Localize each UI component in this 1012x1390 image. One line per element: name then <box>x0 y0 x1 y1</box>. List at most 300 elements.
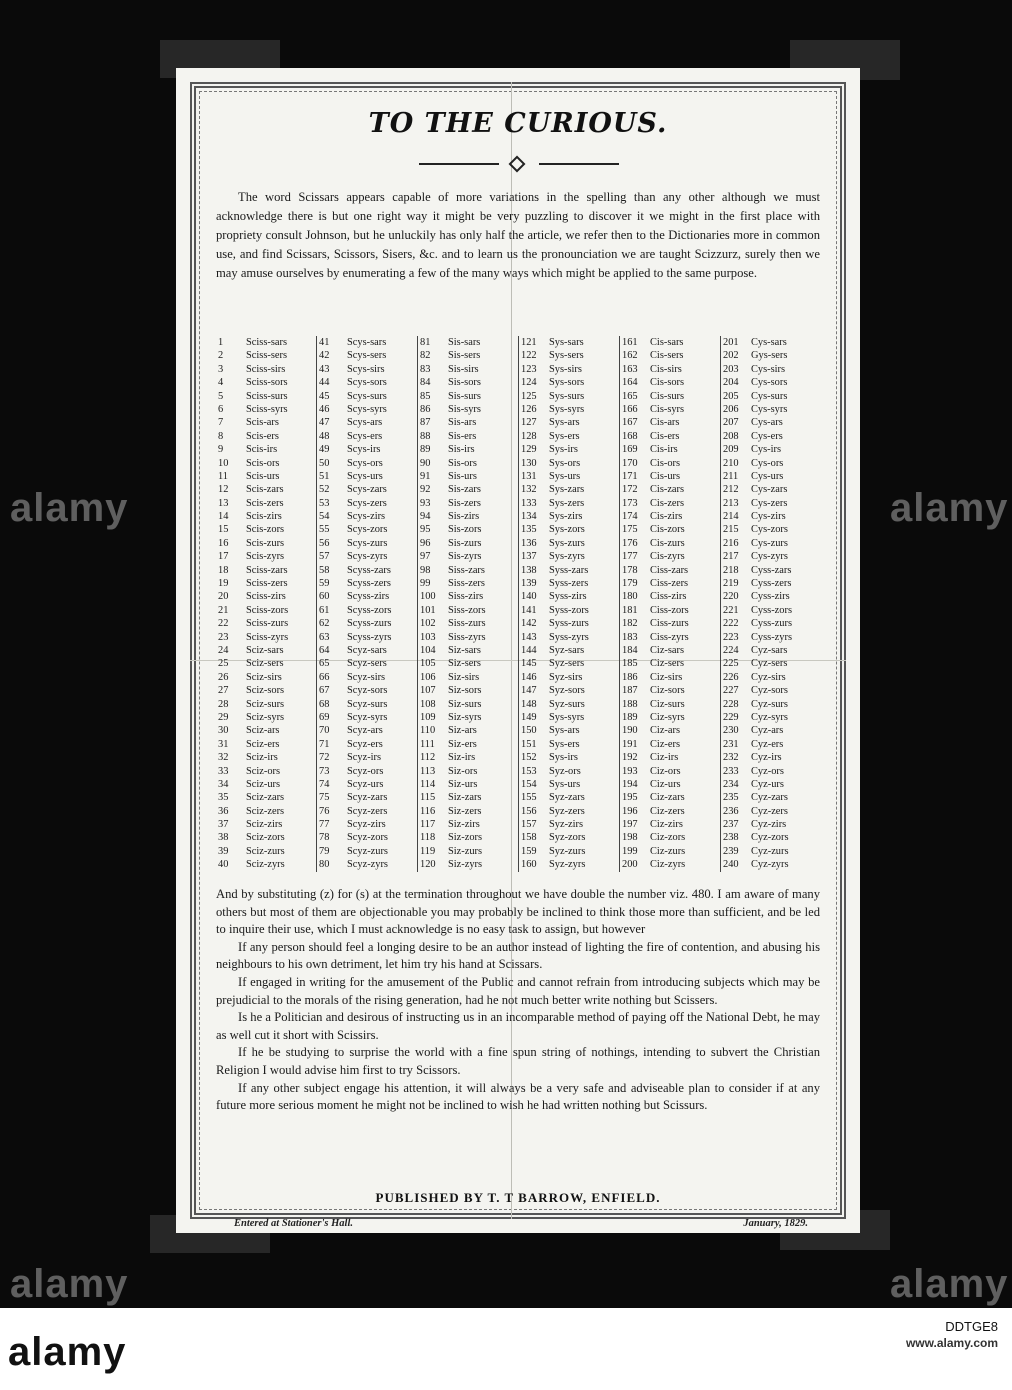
row-number: 229 <box>723 711 739 723</box>
table-column <box>418 336 519 872</box>
table-row <box>420 631 518 644</box>
spelling-variant: Sciss-sirs <box>246 363 286 375</box>
table-row <box>622 497 720 510</box>
row-number: 105 <box>420 658 436 670</box>
spelling-variant: Cis-zors <box>650 524 685 536</box>
table-row <box>723 631 822 644</box>
spelling-variant: Sis-syrs <box>448 403 481 415</box>
row-number: 134 <box>521 511 537 523</box>
table-row <box>218 831 316 844</box>
row-number: 156 <box>521 805 537 817</box>
spelling-variant: Sys-urs <box>549 778 581 790</box>
spelling-variant: Sys-ers <box>549 430 580 442</box>
spelling-variant: Sis-zors <box>448 524 482 536</box>
row-number: 110 <box>420 725 436 737</box>
table-row <box>622 577 720 590</box>
row-number: 213 <box>723 497 739 509</box>
spelling-variant: Syz-zars <box>549 792 585 804</box>
table-row <box>723 818 822 831</box>
row-number: 166 <box>622 403 638 415</box>
table-row <box>420 416 518 429</box>
row-number: 123 <box>521 363 537 375</box>
row-number: 16 <box>218 537 229 549</box>
table-row <box>521 671 619 684</box>
table-row <box>218 483 316 496</box>
spelling-variant: Scys-zyrs <box>347 551 388 563</box>
table-row <box>521 644 619 657</box>
table-row <box>420 805 518 818</box>
spelling-variant: Cyz-zors <box>751 832 789 844</box>
spelling-variant: Sys-zers <box>549 497 585 509</box>
row-number: 54 <box>319 511 330 523</box>
table-row <box>622 698 720 711</box>
table-row <box>218 698 316 711</box>
row-number: 119 <box>420 845 436 857</box>
spelling-variant: Sys-zirs <box>549 511 583 523</box>
spelling-variant: Sciz-sers <box>246 658 284 670</box>
spelling-variant: Sis-ors <box>448 457 477 469</box>
spelling-variant: Siz-surs <box>448 698 482 710</box>
row-number: 225 <box>723 658 739 670</box>
table-row <box>521 390 619 403</box>
row-number: 198 <box>622 832 638 844</box>
row-number: 223 <box>723 631 739 643</box>
row-number: 100 <box>420 591 436 603</box>
row-number: 79 <box>319 845 330 857</box>
spelling-variant: Cis-sors <box>650 377 685 389</box>
row-number: 62 <box>319 618 330 630</box>
spelling-variant: Scyz-zors <box>347 832 388 844</box>
spelling-variant: Ciz-zirs <box>650 819 683 831</box>
row-number: 214 <box>723 511 739 523</box>
row-number: 152 <box>521 752 537 764</box>
table-row <box>420 550 518 563</box>
table-row <box>420 765 518 778</box>
spelling-variant: Ciz-zyrs <box>650 859 686 871</box>
spelling-variant: Sciz-irs <box>246 752 278 764</box>
row-number: 50 <box>319 457 330 469</box>
row-number: 89 <box>420 444 431 456</box>
table-row <box>622 631 720 644</box>
row-number: 113 <box>420 765 436 777</box>
spelling-variant: Sys-irs <box>549 444 578 456</box>
table-row <box>723 724 822 737</box>
table-row <box>420 751 518 764</box>
table-row <box>319 805 417 818</box>
row-number: 80 <box>319 859 330 871</box>
table-row <box>319 550 417 563</box>
row-number: 10 <box>218 457 229 469</box>
row-number: 56 <box>319 537 330 549</box>
watermark-logo-bottom-right: alamy <box>890 1262 1009 1306</box>
closing-paragraphs <box>216 886 820 1115</box>
spelling-variant: Scys-zers <box>347 497 387 509</box>
row-number: 132 <box>521 484 537 496</box>
table-row <box>723 577 822 590</box>
spelling-variant: Scyz-sars <box>347 644 387 656</box>
table-row <box>723 791 822 804</box>
table-row <box>420 510 518 523</box>
spelling-variant: Scis-ers <box>246 430 279 442</box>
table-row <box>218 778 316 791</box>
row-number: 77 <box>319 819 330 831</box>
spelling-variant: Sis-ers <box>448 430 477 442</box>
table-row <box>218 858 316 871</box>
spelling-variant: Sciss-zors <box>246 604 289 616</box>
spelling-variant: Sciss-zurs <box>246 618 289 630</box>
row-number: 66 <box>319 671 330 683</box>
table-row <box>521 590 619 603</box>
row-number: 161 <box>622 337 638 348</box>
row-number: 117 <box>420 819 436 831</box>
spelling-variant: Cis-zers <box>650 497 685 509</box>
row-number: 194 <box>622 778 638 790</box>
table-column <box>620 336 721 872</box>
row-number: 68 <box>319 698 330 710</box>
spelling-variant: Sciz-surs <box>246 698 285 710</box>
spelling-variant: Ciz-ors <box>650 765 681 777</box>
row-number: 30 <box>218 725 229 737</box>
spelling-variant: Siss-zurs <box>448 618 486 630</box>
spelling-variant: Sis-ars <box>448 417 477 429</box>
spelling-variant: Ciz-sirs <box>650 671 683 683</box>
spelling-variant: Ciss-zyrs <box>650 631 689 643</box>
entered-note: Entered at Stationer's Hall. <box>234 1218 354 1229</box>
spelling-variant: Scyss-zyrs <box>347 631 392 643</box>
table-row <box>622 617 720 630</box>
table-row <box>521 845 619 858</box>
row-number: 153 <box>521 765 537 777</box>
row-number: 118 <box>420 832 436 844</box>
row-number: 38 <box>218 832 229 844</box>
row-number: 168 <box>622 430 638 442</box>
row-number: 173 <box>622 497 638 509</box>
table-row <box>723 684 822 697</box>
row-number: 202 <box>723 350 739 362</box>
spelling-variant: Cis-ers <box>650 430 680 442</box>
table-row <box>622 858 720 871</box>
row-number: 207 <box>723 417 739 429</box>
table-row <box>521 470 619 483</box>
spelling-variant: Sciz-zurs <box>246 845 285 857</box>
spelling-variant: Siz-sars <box>448 644 481 656</box>
table-row <box>319 684 417 697</box>
table-row <box>622 376 720 389</box>
row-number: 21 <box>218 604 229 616</box>
table-row <box>723 376 822 389</box>
row-number: 9 <box>218 444 224 456</box>
spelling-variant: Scis-ars <box>246 417 279 429</box>
spelling-variant: Scis-ors <box>246 457 280 469</box>
closing-paragraph: If any other subject engage his attention, it will always be a very safe and adviseable plan to consider if at any future more serious moment he might not be inclined to wish he had written nothing but Scissurs. <box>216 1080 820 1113</box>
row-number: 63 <box>319 631 330 643</box>
table-row <box>218 604 316 617</box>
table-row <box>319 657 417 670</box>
spelling-variant: Sciz-ors <box>246 765 281 777</box>
table-row <box>521 497 619 510</box>
table-row <box>622 564 720 577</box>
table-row <box>218 590 316 603</box>
table-row <box>319 443 417 456</box>
row-number: 22 <box>218 618 229 630</box>
row-number: 216 <box>723 537 739 549</box>
spelling-variant: Sciz-zirs <box>246 819 283 831</box>
table-row <box>218 671 316 684</box>
table-row <box>622 751 720 764</box>
row-number: 107 <box>420 685 436 697</box>
spelling-variant: Sis-zers <box>448 497 481 509</box>
row-number: 140 <box>521 591 537 603</box>
table-row <box>319 751 417 764</box>
table-row <box>319 336 417 349</box>
table-row <box>319 738 417 751</box>
spelling-variant: Cyz-sors <box>751 685 788 697</box>
table-row <box>521 765 619 778</box>
spelling-variant: Cys-zars <box>751 484 788 496</box>
closing-paragraph: Is he a Politician and desirous of instructing us in an incomparable method of paying off the National Debt, he may as well cut it short with Scissirs. <box>216 1010 820 1042</box>
table-row <box>622 738 720 751</box>
row-number: 33 <box>218 765 229 777</box>
table-row <box>521 537 619 550</box>
table-row <box>420 497 518 510</box>
table-row <box>319 778 417 791</box>
spelling-variant: Cys-ars <box>751 417 783 429</box>
table-row <box>319 416 417 429</box>
spelling-variant: Cys-sars <box>751 337 787 348</box>
spelling-variant: Cyz-zers <box>751 805 788 817</box>
closing-paragraph: And by substituting (z) for (s) at the termination throughout we have double the number viz. 480. I am aware of many others but most of them are objectionable you may probably be inclined to think those more than sufficient, and be led to inquire their use, which I must acknowledge is no easy task to assign, but however <box>216 887 820 937</box>
spelling-variant: Sciss-zyrs <box>246 631 289 643</box>
row-number: 57 <box>319 551 330 563</box>
table-row <box>420 349 518 362</box>
spelling-variant: Ciz-zers <box>650 805 685 817</box>
row-number: 150 <box>521 725 537 737</box>
row-number: 155 <box>521 792 537 804</box>
row-number: 101 <box>420 604 436 616</box>
row-number: 169 <box>622 444 638 456</box>
row-number: 163 <box>622 363 638 375</box>
row-number: 227 <box>723 685 739 697</box>
table-row <box>420 590 518 603</box>
table-row <box>218 617 316 630</box>
spelling-variant: Scyss-zors <box>347 604 392 616</box>
spelling-variant: Siz-sors <box>448 685 482 697</box>
table-row <box>521 457 619 470</box>
table-row <box>218 510 316 523</box>
row-number: 102 <box>420 618 436 630</box>
table-row <box>319 470 417 483</box>
spelling-variant: Syss-zors <box>549 604 589 616</box>
row-number: 141 <box>521 604 537 616</box>
table-row <box>521 483 619 496</box>
intro-text: The word Scissars appears capable of more variations in the spelling than any other although we must acknowledge there is but one right way it might be very puzzling to discover it we might in the first place with propriety consult Johnson, but he unluckily has only half the article, we refer then to the Dictionaries more in common use, and find Scissars, Scissors, Sisers, &c. and to learn us the pronounciation we are taught Scizzurz, surely then we may amuse ourselves by enumerating a few of the many ways which might be applied to the same purpose. <box>216 190 820 280</box>
row-number: 49 <box>319 444 330 456</box>
table-row <box>319 390 417 403</box>
table-row <box>622 818 720 831</box>
spelling-variant: Syss-zers <box>549 578 589 590</box>
spelling-variant: Scys-zurs <box>347 537 388 549</box>
row-number: 145 <box>521 658 537 670</box>
row-number: 92 <box>420 484 431 496</box>
spelling-variant: Sys-ers <box>549 738 580 750</box>
watermark-logo-left: alamy <box>10 486 129 530</box>
table-row <box>218 537 316 550</box>
table-column <box>317 336 418 872</box>
table-row <box>521 698 619 711</box>
spelling-variant: Syss-zirs <box>549 591 587 603</box>
table-row <box>723 550 822 563</box>
spelling-variant: Cis-ars <box>650 417 680 429</box>
table-row <box>521 778 619 791</box>
table-row <box>622 336 720 349</box>
spelling-variant: Ciz-sors <box>650 685 685 697</box>
spelling-variant: Ciss-zers <box>650 578 689 590</box>
spelling-variant: Scys-zirs <box>347 511 386 523</box>
row-number: 69 <box>319 711 330 723</box>
row-number: 27 <box>218 685 229 697</box>
table-row <box>319 363 417 376</box>
spelling-variant: Scyz-zars <box>347 792 388 804</box>
row-number: 162 <box>622 350 638 362</box>
table-row <box>218 738 316 751</box>
spelling-variant: Sciz-ars <box>246 725 280 737</box>
row-number: 73 <box>319 765 330 777</box>
table-row <box>218 363 316 376</box>
row-number: 212 <box>723 484 739 496</box>
spelling-variant: Cyss-zirs <box>751 591 790 603</box>
table-column <box>721 336 822 872</box>
spelling-variant: Siz-syrs <box>448 711 482 723</box>
row-number: 199 <box>622 845 638 857</box>
row-number: 65 <box>319 658 330 670</box>
spelling-variant: Cyz-ars <box>751 725 784 737</box>
spelling-variant: Scys-sers <box>347 350 387 362</box>
spelling-variant: Cyss-zors <box>751 604 792 616</box>
row-number: 97 <box>420 551 431 563</box>
image-credit <box>906 1318 998 1352</box>
row-number: 236 <box>723 805 739 817</box>
row-number: 219 <box>723 578 739 590</box>
row-number: 98 <box>420 564 431 576</box>
table-row <box>218 470 316 483</box>
spelling-variant: Siz-zyrs <box>448 859 483 871</box>
spelling-variant: Scyz-syrs <box>347 711 388 723</box>
row-number: 60 <box>319 591 330 603</box>
spelling-variant: Sciz-zers <box>246 805 285 817</box>
spelling-variant: Cis-zirs <box>650 511 683 523</box>
table-row <box>622 430 720 443</box>
row-number: 24 <box>218 644 229 656</box>
row-number: 238 <box>723 832 739 844</box>
spelling-variant: Scys-ers <box>347 430 383 442</box>
row-number: 200 <box>622 859 638 871</box>
row-number: 115 <box>420 792 436 804</box>
table-row <box>723 403 822 416</box>
spelling-variant: Siss-zers <box>448 578 485 590</box>
spelling-variant: Siss-zyrs <box>448 631 486 643</box>
table-row <box>723 738 822 751</box>
table-row <box>319 564 417 577</box>
spelling-variant: Sis-urs <box>448 470 477 482</box>
table-row <box>218 457 316 470</box>
table-row <box>521 724 619 737</box>
row-number: 116 <box>420 805 436 817</box>
row-number: 83 <box>420 363 431 375</box>
spelling-variant: Ciz-ars <box>650 725 681 737</box>
spelling-variant: Siss-zirs <box>448 591 484 603</box>
spelling-variant: Cyss-zyrs <box>751 631 792 643</box>
row-number: 196 <box>622 805 638 817</box>
table-row <box>319 724 417 737</box>
row-number: 167 <box>622 417 638 429</box>
table-row <box>420 617 518 630</box>
table-row <box>420 671 518 684</box>
row-number: 136 <box>521 537 537 549</box>
spelling-variant: Scis-zurs <box>246 537 285 549</box>
table-row <box>420 818 518 831</box>
spelling-variant: Scys-sors <box>347 377 387 389</box>
row-number: 205 <box>723 390 739 402</box>
spelling-variant: Sciz-zyrs <box>246 859 285 871</box>
table-row <box>319 403 417 416</box>
table-row <box>521 751 619 764</box>
row-number: 48 <box>319 430 330 442</box>
table-row <box>319 644 417 657</box>
spelling-variant: Scyz-sers <box>347 658 387 670</box>
spelling-variant: Sciss-zirs <box>246 591 286 603</box>
table-row <box>420 537 518 550</box>
table-row <box>319 577 417 590</box>
table-row <box>420 376 518 389</box>
closing-paragraph: If any person should feel a longing desire to be an author instead of lighting the fire of contention, and abusing his neighbours to his own detriment, let him try his hand at Scissars. <box>216 939 820 972</box>
row-number: 189 <box>622 711 638 723</box>
spelling-variant: Sis-zirs <box>448 511 480 523</box>
watermark-logo-right: alamy <box>890 486 1009 530</box>
table-row <box>723 457 822 470</box>
spelling-variant: Cyz-syrs <box>751 711 788 723</box>
table-row <box>420 831 518 844</box>
publisher-line: PUBLISHED BY T. T BARROW, ENFIELD. <box>375 1190 661 1205</box>
row-number: 86 <box>420 403 431 415</box>
row-number: 96 <box>420 537 431 549</box>
row-number: 108 <box>420 698 436 710</box>
row-number: 8 <box>218 430 224 442</box>
row-number: 186 <box>622 671 638 683</box>
spelling-variant: Scys-ors <box>347 457 383 469</box>
row-number: 184 <box>622 644 638 656</box>
spelling-variant: Ciz-surs <box>650 698 685 710</box>
table-row <box>723 698 822 711</box>
spelling-variant: Sys-syrs <box>549 403 585 415</box>
row-number: 195 <box>622 792 638 804</box>
spelling-variant: Ciz-ers <box>650 738 681 750</box>
spelling-variant: Sciss-sars <box>246 337 287 348</box>
table-column <box>216 336 317 872</box>
row-number: 160 <box>521 859 537 871</box>
site-url: www.alamy.com <box>905 1336 998 1350</box>
row-number: 52 <box>319 484 330 496</box>
table-row <box>723 657 822 670</box>
spelling-variant: Cis-ors <box>650 457 681 469</box>
spelling-variant: Cis-syrs <box>650 403 685 415</box>
spelling-variant: Syz-zirs <box>549 819 584 831</box>
row-number: 240 <box>723 859 739 871</box>
table-row <box>521 564 619 577</box>
table-row <box>723 349 822 362</box>
spelling-variant: Ciss-zars <box>650 564 689 576</box>
spelling-variant: Syss-zyrs <box>549 631 589 643</box>
row-number: 109 <box>420 711 436 723</box>
